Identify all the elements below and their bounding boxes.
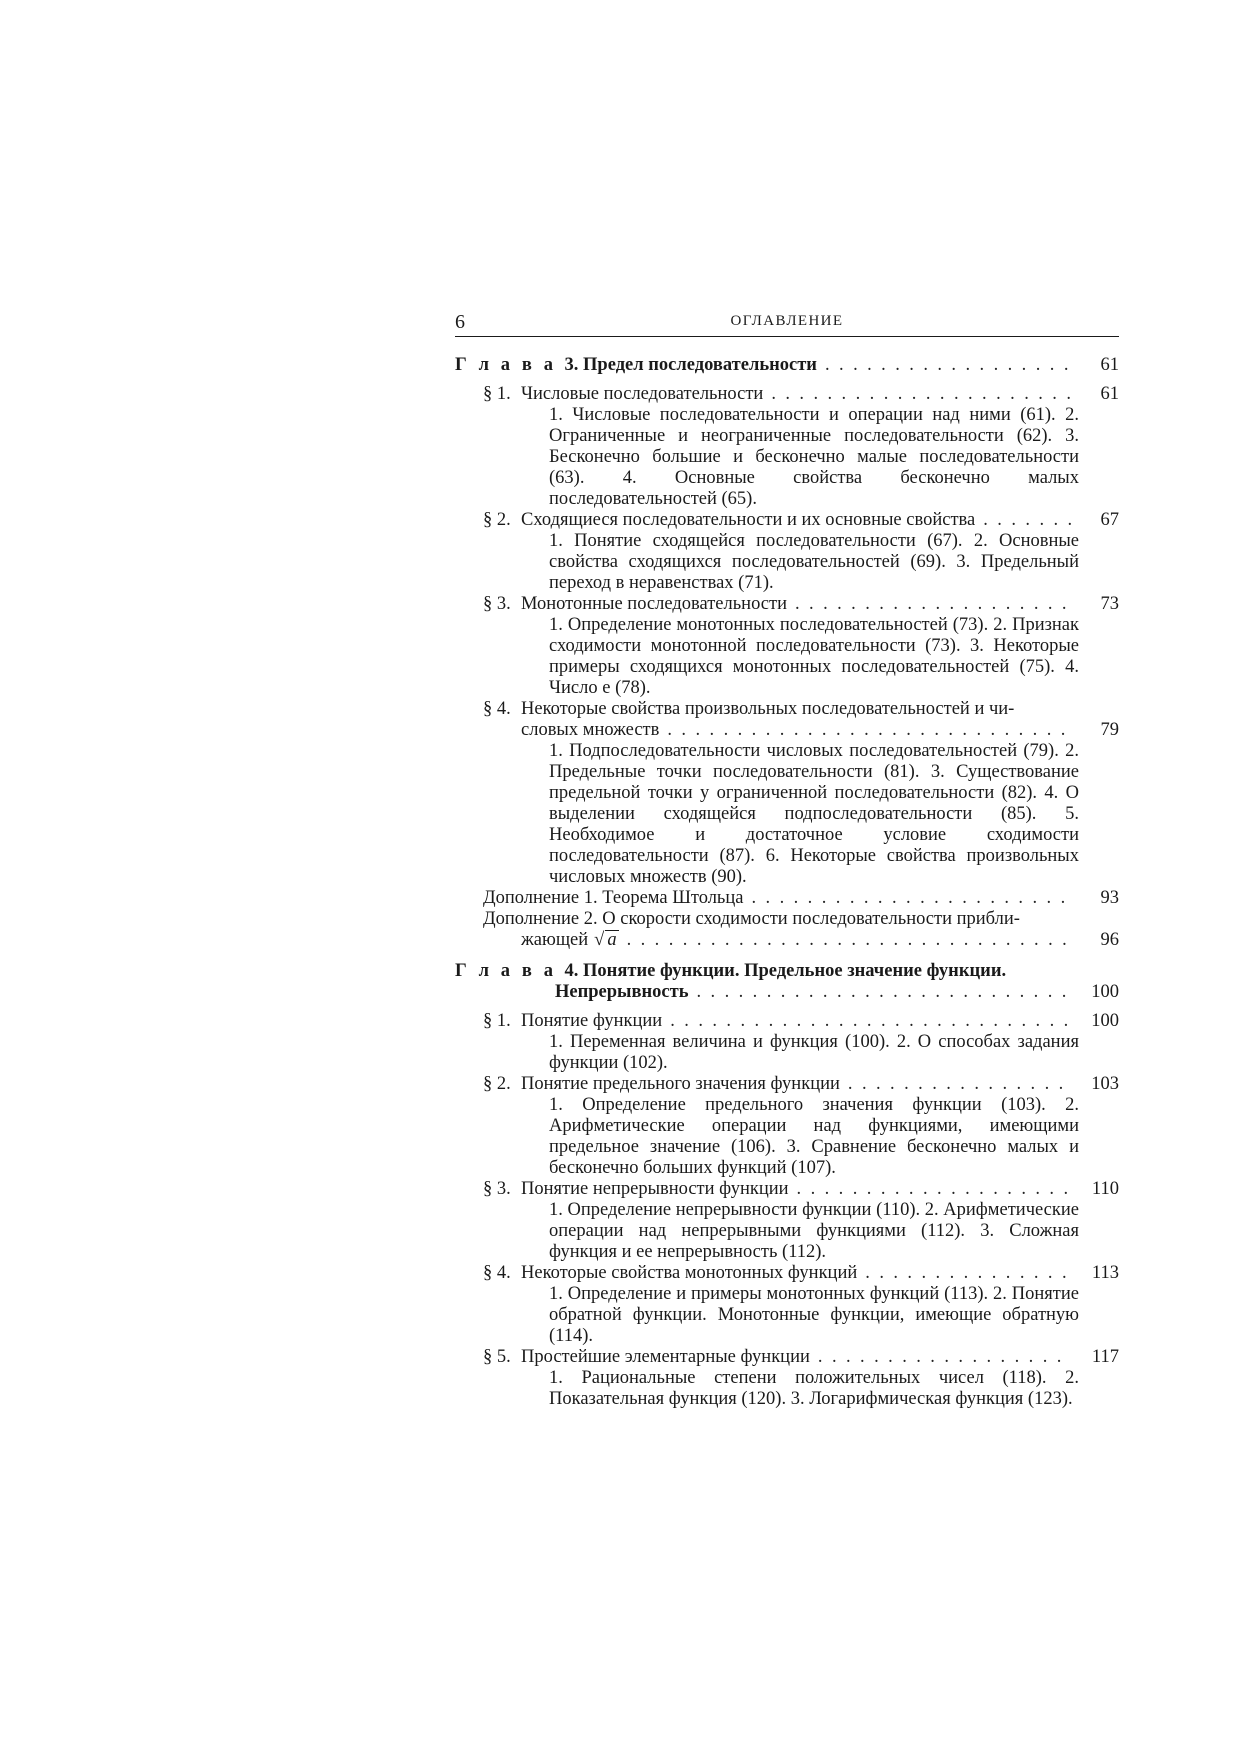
section-heading[interactable] xyxy=(483,1011,1119,1032)
section-subtopics: 1. Определение монотонных последовательностей (73). 2. Признак сходимости монотонной последовательности (73). 3. Некоторые примеры сходящихся монотонных последовательностей (75). 4. Число e (78). xyxy=(549,615,1079,698)
section-number: § 4. xyxy=(483,1263,511,1283)
sqrt-argument: a xyxy=(607,930,617,950)
section-heading[interactable] xyxy=(483,1179,1119,1200)
chapter-title-line2: Непрерывность xyxy=(555,982,689,1002)
appendix-heading-line1[interactable] xyxy=(483,909,1119,930)
section-number: § 3. xyxy=(483,1179,511,1199)
chapter-label: Г л а в а xyxy=(455,961,557,981)
section-subtopics: 1. Числовые последовательности и операции над ними (61). 2. Ограниченные и неограниченные последовательности (62). 3. Бесконечно большие и бесконечно малые последовательности (63). 4. Основные свойства бесконечно малых последовательностей (65). xyxy=(549,405,1079,509)
ch3-section-1 xyxy=(455,384,1119,405)
section-number: § 3. xyxy=(483,594,511,614)
section-subtopics: 1. Определение предельного значения функции (103). 2. Арифметические операции над функциями, имеющими предельное значение (106). 3. Сравнение бесконечно малых и бесконечно больших функций (107). xyxy=(549,1095,1079,1178)
section-title: Простейшие элементарные функции xyxy=(521,1347,810,1367)
section-heading[interactable] xyxy=(483,384,1119,405)
section-heading-line1[interactable] xyxy=(483,699,1119,720)
dot-leader xyxy=(797,1179,1071,1200)
chapter-3-heading[interactable] xyxy=(455,355,1119,376)
appendix-heading-line2[interactable] xyxy=(483,930,1119,951)
section-title-line1: Некоторые свойства произвольных последовательностей и чи- xyxy=(521,699,1015,719)
appendix-heading[interactable] xyxy=(483,888,1119,909)
ch4-section-2 xyxy=(455,1074,1119,1095)
section-title: Монотонные последовательности xyxy=(521,594,787,614)
appendix-2 xyxy=(455,909,1119,951)
section-heading[interactable] xyxy=(483,1347,1119,1368)
section-page: 73 xyxy=(1100,594,1119,614)
section-heading[interactable] xyxy=(483,1263,1119,1284)
appendix-page: 96 xyxy=(1100,930,1119,950)
dot-leader xyxy=(696,982,1071,1003)
ch4-section-3 xyxy=(455,1179,1119,1200)
chapter-label: Г л а в а xyxy=(455,355,557,375)
running-header xyxy=(455,310,1119,337)
section-number: § 2. xyxy=(483,510,511,530)
ch3-section-2 xyxy=(455,510,1119,531)
chapter-4-heading-line2[interactable] xyxy=(455,982,1119,1003)
section-title-line2: словых множеств xyxy=(521,720,660,740)
chapter-title: 3. Предел последовательности xyxy=(564,355,817,375)
appendix-page: 93 xyxy=(1100,888,1119,908)
appendix-title: Дополнение 1. Теорема Штольца xyxy=(483,888,744,908)
section-page: 67 xyxy=(1100,510,1119,530)
ch4-section-1 xyxy=(455,1011,1119,1032)
page-number: 6 xyxy=(455,311,465,333)
dot-leader xyxy=(667,720,1071,741)
dot-leader xyxy=(825,355,1071,376)
section-title: Сходящиеся последовательности и их основные свойства xyxy=(521,510,976,530)
section-page: 110 xyxy=(1091,1179,1119,1199)
section-number: § 5. xyxy=(483,1347,511,1367)
section-title: Некоторые свойства монотонных функций xyxy=(521,1263,858,1283)
dot-leader xyxy=(865,1263,1071,1284)
section-heading[interactable] xyxy=(483,510,1119,531)
section-heading-line2[interactable] xyxy=(483,720,1119,741)
dot-leader xyxy=(751,888,1071,909)
ch4-section-4 xyxy=(455,1263,1119,1284)
ch4-section-5 xyxy=(455,1347,1119,1368)
sqrt-expression xyxy=(594,930,618,951)
running-title: ОГЛАВЛЕНИЕ xyxy=(730,313,844,329)
section-subtopics: 1. Понятие сходящейся последовательности (67). 2. Основные свойства сходящихся последовательностей (69). 3. Предельный переход в неравенствах (71). xyxy=(549,531,1079,593)
section-title: Понятие предельного значения функции xyxy=(521,1074,840,1094)
section-title: Понятие непрерывности функции xyxy=(521,1179,789,1199)
chapter-title: 4. Понятие функции. Предельное значение функции. xyxy=(564,961,1007,981)
dot-leader xyxy=(670,1011,1071,1032)
section-subtopics: 1. Подпоследовательности числовых последовательностей (79). 2. Предельные точки последовательности (81). 3. Существование предельной точки у ограниченной последовательности (82). 4. О выделении сходящейся подпоследовательности (85). 5. Необходимое и достаточное условие сходимости последовательности (87). 6. Некоторые свойства произвольных числовых множеств (90). xyxy=(549,741,1079,887)
section-page: 61 xyxy=(1100,384,1119,404)
appendix-title-line2: жающей xyxy=(521,930,589,950)
chapter-4-heading-line1[interactable] xyxy=(455,961,1119,982)
section-page: 79 xyxy=(1100,720,1119,740)
section-page: 100 xyxy=(1091,1011,1119,1031)
dot-leader xyxy=(848,1074,1071,1095)
toc-page xyxy=(455,310,1119,1410)
section-number: § 1. xyxy=(483,384,511,404)
section-heading[interactable] xyxy=(483,594,1119,615)
section-title: Понятие функции xyxy=(521,1011,663,1031)
section-subtopics: 1. Определение непрерывности функции (110). 2. Арифметические операции над непрерывными функциями (112). 3. Сложная функция и ее непрерывность (112). xyxy=(549,1200,1079,1262)
chapter-3 xyxy=(455,355,1119,376)
section-page: 113 xyxy=(1091,1263,1119,1283)
appendix-1 xyxy=(455,888,1119,909)
section-page: 117 xyxy=(1091,1347,1119,1367)
sqrt-symbol: √ xyxy=(594,930,605,950)
dot-leader xyxy=(627,930,1071,951)
appendix-title-line1: Дополнение 2. О скорости сходимости последовательности прибли- xyxy=(483,909,1020,929)
section-number: § 1. xyxy=(483,1011,511,1031)
dot-leader xyxy=(983,510,1071,531)
dot-leader xyxy=(818,1347,1071,1368)
ch3-section-4 xyxy=(455,699,1119,741)
chapter-page: 61 xyxy=(1100,355,1119,375)
section-subtopics: 1. Переменная величина и функция (100). 2. О способах задания функции (102). xyxy=(549,1032,1079,1073)
dot-leader xyxy=(795,594,1071,615)
section-number: § 2. xyxy=(483,1074,511,1094)
ch3-section-3 xyxy=(455,594,1119,615)
chapter-page: 100 xyxy=(1091,982,1119,1002)
section-page: 103 xyxy=(1091,1074,1119,1094)
section-number: § 4. xyxy=(483,699,511,719)
section-subtopics: 1. Определение и примеры монотонных функций (113). 2. Понятие обратной функции. Монотонные функции, имеющие обратную (114). xyxy=(549,1284,1079,1346)
section-title: Числовые последовательности xyxy=(521,384,764,404)
chapter-4 xyxy=(455,961,1119,1003)
section-heading[interactable] xyxy=(483,1074,1119,1095)
section-subtopics: 1. Рациональные степени положительных чисел (118). 2. Показательная функция (120). 3. Логарифмическая функция (123). xyxy=(549,1368,1079,1409)
dot-leader xyxy=(771,384,1071,405)
